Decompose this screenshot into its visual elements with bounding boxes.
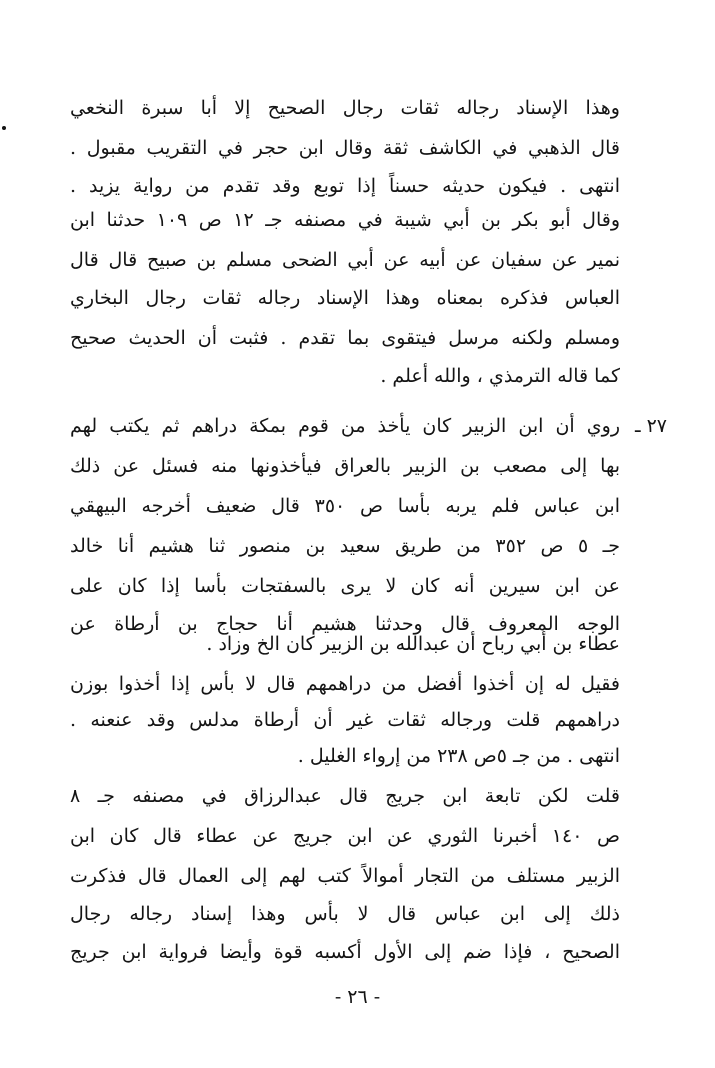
text-line: عطاء بن أبي رباح أن عبدالله بن الزبير كان الخ وزاد . [206,633,620,655]
text-line: دراهمهم قلت ورجاله ثقات غير أن أرطاة مدلس وقد عنعنه . [70,709,620,731]
text-line: نمير عن سفيان عن أبيه عن أبي الضحى مسلم بن صبيح قال قال [70,249,620,271]
text-line: الصحيح ، فإذا ضم إلى الأول أكسبه قوة وأيضا فرواية ابن جريج [70,941,620,963]
text-line: فقيل له إن أخذوا أفضل من دراهمهم قال لا بأس إذا أخذوا بوزن [70,673,620,695]
item-number: ٢٧ ـ [634,415,667,437]
text-line: عن ابن سيرين أنه كان لا يرى بالسفتجات بأسا إذا كان على [70,575,620,597]
text-line: قال الذهبي في الكاشف ثقة وقال ابن حجر في التقريب مقبول . [70,137,620,159]
text-line: ومسلم ولكنه مرسل فيتقوى بما تقدم . فثبت أن الحديث صحيح [70,327,620,349]
text-line: وقال أبو بكر بن أبي شيبة في مصنفه جـ ١٢ ص ١٠٩ حدثنا ابن [70,209,620,231]
margin-mark [2,126,6,130]
text-line: انتهى . فيكون حديثه حسناً إذا توبع وقد تقدم من رواية يزيد . [70,175,620,197]
text-line: انتهى . من جـ ٥ص ٢٣٨ من إرواء الغليل . [297,745,620,767]
text-line: ص ١٤٠ أخبرنا الثوري عن ابن جريج عن عطاء قال كان ابن [70,825,620,847]
page-number: - ٢٦ - [334,986,381,1008]
text-line: ذلك إلى ابن عباس قال لا بأس وهذا إسناد رجاله رجال [70,903,620,925]
text-line: الوجه المعروف قال وحدثنا هشيم أنا حجاج بن أرطاة عن [70,613,620,635]
text-line: العباس فذكره بمعناه وهذا الإسناد رجاله ثقات رجال البخاري [70,287,620,309]
text-line: جـ ٥ ص ٣٥٢ من طريق سعيد بن منصور ثنا هشيم أنا خالد [70,535,620,557]
text-line: وهذا الإسناد رجاله ثقات رجال الصحيح إلا أبا سبرة النخعي [70,97,620,119]
text-line: كما قاله الترمذي ، والله أعلم . [380,365,620,387]
text-line: قلت لكن تابعة ابن جريج قال عبدالرزاق في مصنفه جـ ٨ [70,785,620,807]
text-line: الزبير مستلف من التجار أموالاً كتب لهم إلى العمال قال فذكرت [70,865,620,887]
text-line: ابن عباس فلم يربه بأسا ص ٣٥٠ قال ضعيف أخرجه البيهقي [70,495,620,517]
text-line: بها إلى مصعب بن الزبير بالعراق فيأخذونها منه فسئل عن ذلك [70,455,620,477]
text-line: روي أن ابن الزبير كان يأخذ من قوم بمكة دراهم ثم يكتب لهم [70,415,620,437]
